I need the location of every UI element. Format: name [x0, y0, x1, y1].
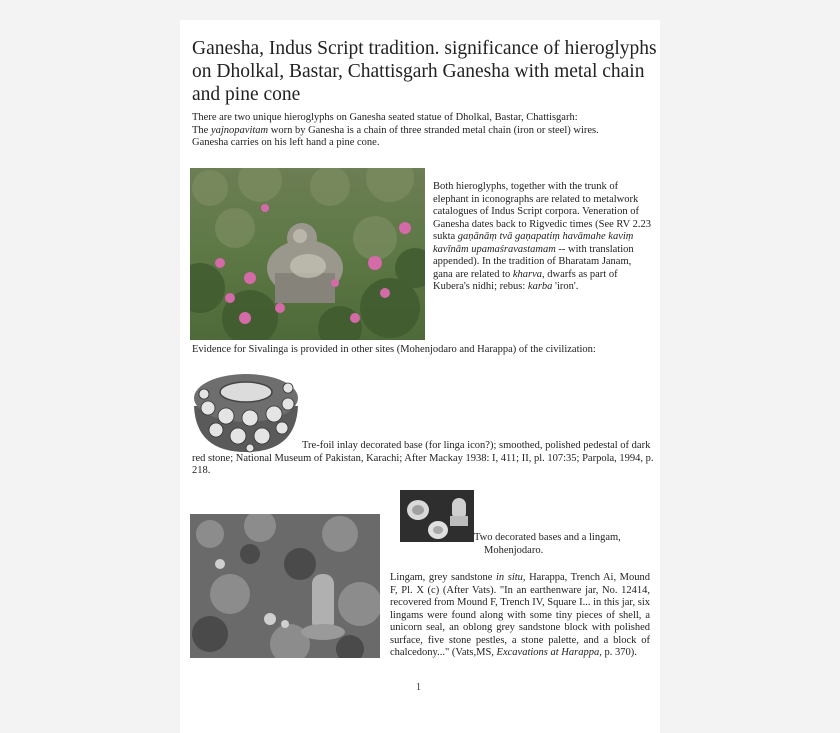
ganesha-karba: karba	[527, 281, 553, 292]
two-bases-line-2: Mohenjodaro.	[484, 544, 544, 556]
ganesha-paragraph	[433, 181, 651, 294]
intro-the: The	[192, 124, 211, 136]
ganesha-kharva: kharva	[512, 268, 543, 280]
document-page	[180, 20, 660, 733]
intro-yajnopavitam: yajnopavitam	[210, 124, 269, 136]
ganesha-text-part-1: Both hieroglyphs, together with the trunk of elephant in iconographs are related to metalwork catalogues of Indus Script corpora. Veneration of Ganesha dates back to Rigvedic times (See RV 2.23 sukta	[433, 181, 651, 242]
lingam-indent	[192, 572, 650, 660]
document-title: Ganesha, Indus Script tradition. significance of hieroglyphs on Dholkal, Bastar, Chattisgarh Ganesha with metal chain and pine cone	[192, 38, 657, 105]
intro-line-1: There are two unique hieroglyphs on Ganesha seated statue of Dholkal, Bastar, Chattisgarh:	[192, 112, 578, 123]
ganesha-text-part-2: -- with translation appended). In the tradition of Bharatam Janam, gana are related to	[433, 243, 634, 280]
lingam-in-situ: in situ	[496, 572, 523, 583]
intro-line-3: Ganesha carries on his left hand a pine cone.	[192, 137, 380, 148]
intro-line-2: worn by Ganesha is a chain of three stranded metal chain (iron or steel) wires.	[268, 124, 599, 136]
evidence-line: Evidence for Sivalinga is provided in other sites (Mohenjodaro and Harappa) of the civilization:	[192, 344, 596, 355]
lingam-text-part-3: , p. 370).	[599, 647, 637, 658]
page-number: 1	[416, 682, 421, 693]
lingam-text-part-2: , Harappa, Trench Ai, Mound F, Pl. X (c) (After Vats). "In an earthenware jar, No. 12414, recovered from Mound F, Trench IV, Square I... in this jar, six lingams were found along with some tiny pieces of shell, a unicorn seal, an oblong grey sandstone block with polished surface, five stone pestles, a stone palette, and a block of chalcedony..." (Vats,MS,	[390, 572, 650, 658]
ganesha-text-part-4: 'iron'.	[552, 281, 579, 292]
intro-paragraph	[192, 112, 658, 150]
ganesha-text-part-3: , dwarfs as part of Kubera's nidhi; rebus:	[433, 268, 618, 292]
lingam-text-part-1: Lingam, grey sandstone	[390, 572, 497, 583]
lingam-paragraph	[192, 572, 650, 660]
two-bases-line-1: Two decorated bases and a lingam,	[474, 532, 621, 543]
ganesha-statue-photo	[190, 168, 425, 340]
two-bases-caption	[474, 532, 654, 557]
ganesha-sanskrit: gaṇānāṃ tvā gaṇapatiṃ havāmahe kaviṃ kavīnām upamaśravastamam	[433, 231, 634, 255]
two-bases-lingam-photo	[400, 490, 474, 542]
lingam-excavations-title: Excavations at Harappa	[496, 647, 600, 658]
trefoil-caption: Tre-foil inlay decorated base (for linga icon?); smoothed, polished pedestal of dark red stone; National Museum of Pakistan, Karachi; After Mackay 1938: I, 411; II, pl. 107:35; Parpola, 1994, p. 218.	[192, 440, 654, 476]
